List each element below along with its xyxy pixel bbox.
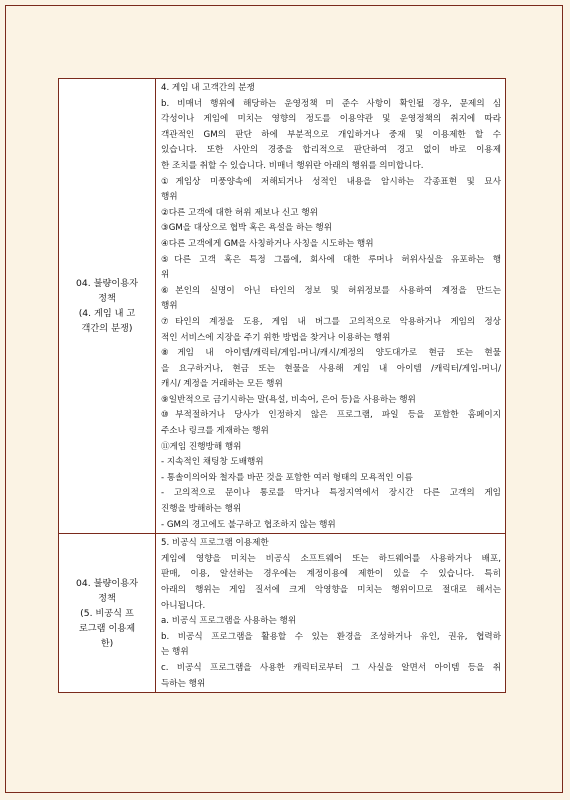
content-line: ②다른 고객에 대한 허위 제보나 신고 행위 xyxy=(161,207,318,218)
content-line: b. 비공식 프로그램을 활용할 수 있는 환경을 조성하거나 유인, 권유, 협력하 xyxy=(161,631,501,642)
content-line: ①게임상 미풍양속에 저해되거나 성적인 내용을 암시하는 각종표현 및 묘사 xyxy=(161,176,501,187)
content-line: 을 요구하거나, 현금 또는 현물을 사용해 게임 내 아이템 /캐릭터/게임-머니/ xyxy=(161,363,501,374)
policy-row xyxy=(59,534,506,693)
content-line: ⑧게임 내 아이템/캐릭터/게임-머니/캐시/계정의 양도대가로 현금 또는 현물 xyxy=(161,348,501,359)
content-cell xyxy=(156,534,506,693)
policy-row xyxy=(59,79,506,534)
content-cell xyxy=(156,79,506,534)
content-line: 행위 xyxy=(161,192,178,203)
content-line: 객관적인 GM의 판단 하에 부분적으로 개입하거나 중재 및 이용제한 할 수 xyxy=(161,129,501,140)
content-line: ⑤다른 고객 혹은 특정 그룹에, 회사에 대한 루머나 허위사실을 유포하는 행 xyxy=(161,254,501,265)
content-line: 진행을 방해하는 행위 xyxy=(161,504,242,515)
content-line: - 통솔이의어와 철자를 바꾼 것을 포함한 여러 형태의 모욕적인 이름 xyxy=(161,472,413,483)
content-line: ⑦타인의 계정을 도용, 게임 내 버그를 고의적으로 악용하거나 게임의 정상 xyxy=(161,316,501,327)
content-line: - 고의적으로 문이나 통로를 막거나 특정지역에서 장시간 다른 고객의 게임 xyxy=(161,488,501,499)
content-line: 는 행위 xyxy=(161,647,189,658)
content-line: 아래의 행위는 게임 질서에 크게 악영향을 미치는 행위이므로 절대로 해서는 xyxy=(161,585,501,595)
content-line: 게임에 영향을 미치는 비공식 소프트웨어 또는 하드웨어를 사용하거나 배포, xyxy=(161,553,501,564)
content-line: 아니됩니다. xyxy=(161,600,206,611)
content-line: ⑥본인의 실명이 아닌 타인의 정보 및 허위정보를 사용하여 계정을 만드는 xyxy=(161,285,501,296)
content-line: ③GM을 대상으로 협박 혹은 욕설을 하는 행위 xyxy=(161,223,332,234)
category-label: (4. 게임 내 고 xyxy=(78,308,136,320)
content-line: - GM의 경고에도 불구하고 협조하지 않는 행위 xyxy=(161,519,336,530)
content-line: 행위 xyxy=(161,301,178,312)
content-line: a. 비공식 프로그램을 사용하는 행위 xyxy=(161,616,297,627)
content-line: 판매, 이용, 알선하는 경우에는 계정이용에 제한이 있을 수 있습니다. 특히 xyxy=(161,569,501,580)
content-line: - 지속적인 채팅창 도배행위 xyxy=(161,457,264,468)
category-label: 로그램 이용제 xyxy=(78,622,136,634)
policy-table xyxy=(58,78,506,693)
content-line: b. 비매너 행위에 해당하는 운영정책 미 준수 사항이 확인될 경우, 문제의 심 xyxy=(161,98,501,109)
category-label: 객간의 분쟁) xyxy=(81,323,133,335)
content-line: 주소나 링크를 게재하는 행위 xyxy=(161,426,269,437)
category-label: 04. 불량이용자 xyxy=(76,278,138,290)
content-line: 있습니다. 또한 사안의 경중을 합리적으로 판단하여 경고 없이 바로 이용제 xyxy=(161,145,501,156)
content-line: ④다른 고객에게 GM을 사칭하거나 사칭을 시도하는 행위 xyxy=(161,238,374,249)
content-line: 한 조치를 취할 수 있습니다. 비매너 행위란 아래의 행위를 의미합니다. xyxy=(161,160,424,171)
category-label: (5. 비공식 프 xyxy=(80,607,134,619)
content-line: 캐시/ 계정을 거래하는 모든 행위 xyxy=(161,379,283,390)
category-cell xyxy=(59,534,156,693)
content-line: 적인 서비스에 지장을 주기 위한 방법을 찾거나 이용하는 행위 xyxy=(161,332,391,343)
content-line: 5. 비공식 프로그램 이용제한 xyxy=(161,538,269,549)
category-label: 한) xyxy=(100,637,114,649)
content-line: 득하는 행위 xyxy=(161,678,206,689)
content-line: ⑨일반적으로 금기시하는 말(욕설, 비속어, 은어 등)을 사용하는 행위 xyxy=(161,394,416,405)
category-label: 정책 xyxy=(98,592,116,604)
content-line: ⑪게임 진행방해 행위 xyxy=(161,441,242,452)
content-line: 4. 게임 내 고객간의 분쟁 xyxy=(161,83,255,93)
content-line: 각성이나 게임에 미치는 영향의 정도를 이용약관 및 운영정책의 취지에 따라 xyxy=(161,114,501,125)
category-cell xyxy=(59,79,156,534)
category-label: 정책 xyxy=(98,293,116,305)
content-line: c. 비공식 프로그램을 사용한 캐릭터로부터 그 사실을 알면서 아이템 등을 취 xyxy=(161,662,501,673)
category-label: 04. 불량이용자 xyxy=(76,577,138,589)
content-line: ⑩부적절하거나 당사가 인정하지 않은 프로그램, 파일 등을 포함한 홈페이지 xyxy=(161,410,501,421)
content-line: 위 xyxy=(161,270,170,281)
